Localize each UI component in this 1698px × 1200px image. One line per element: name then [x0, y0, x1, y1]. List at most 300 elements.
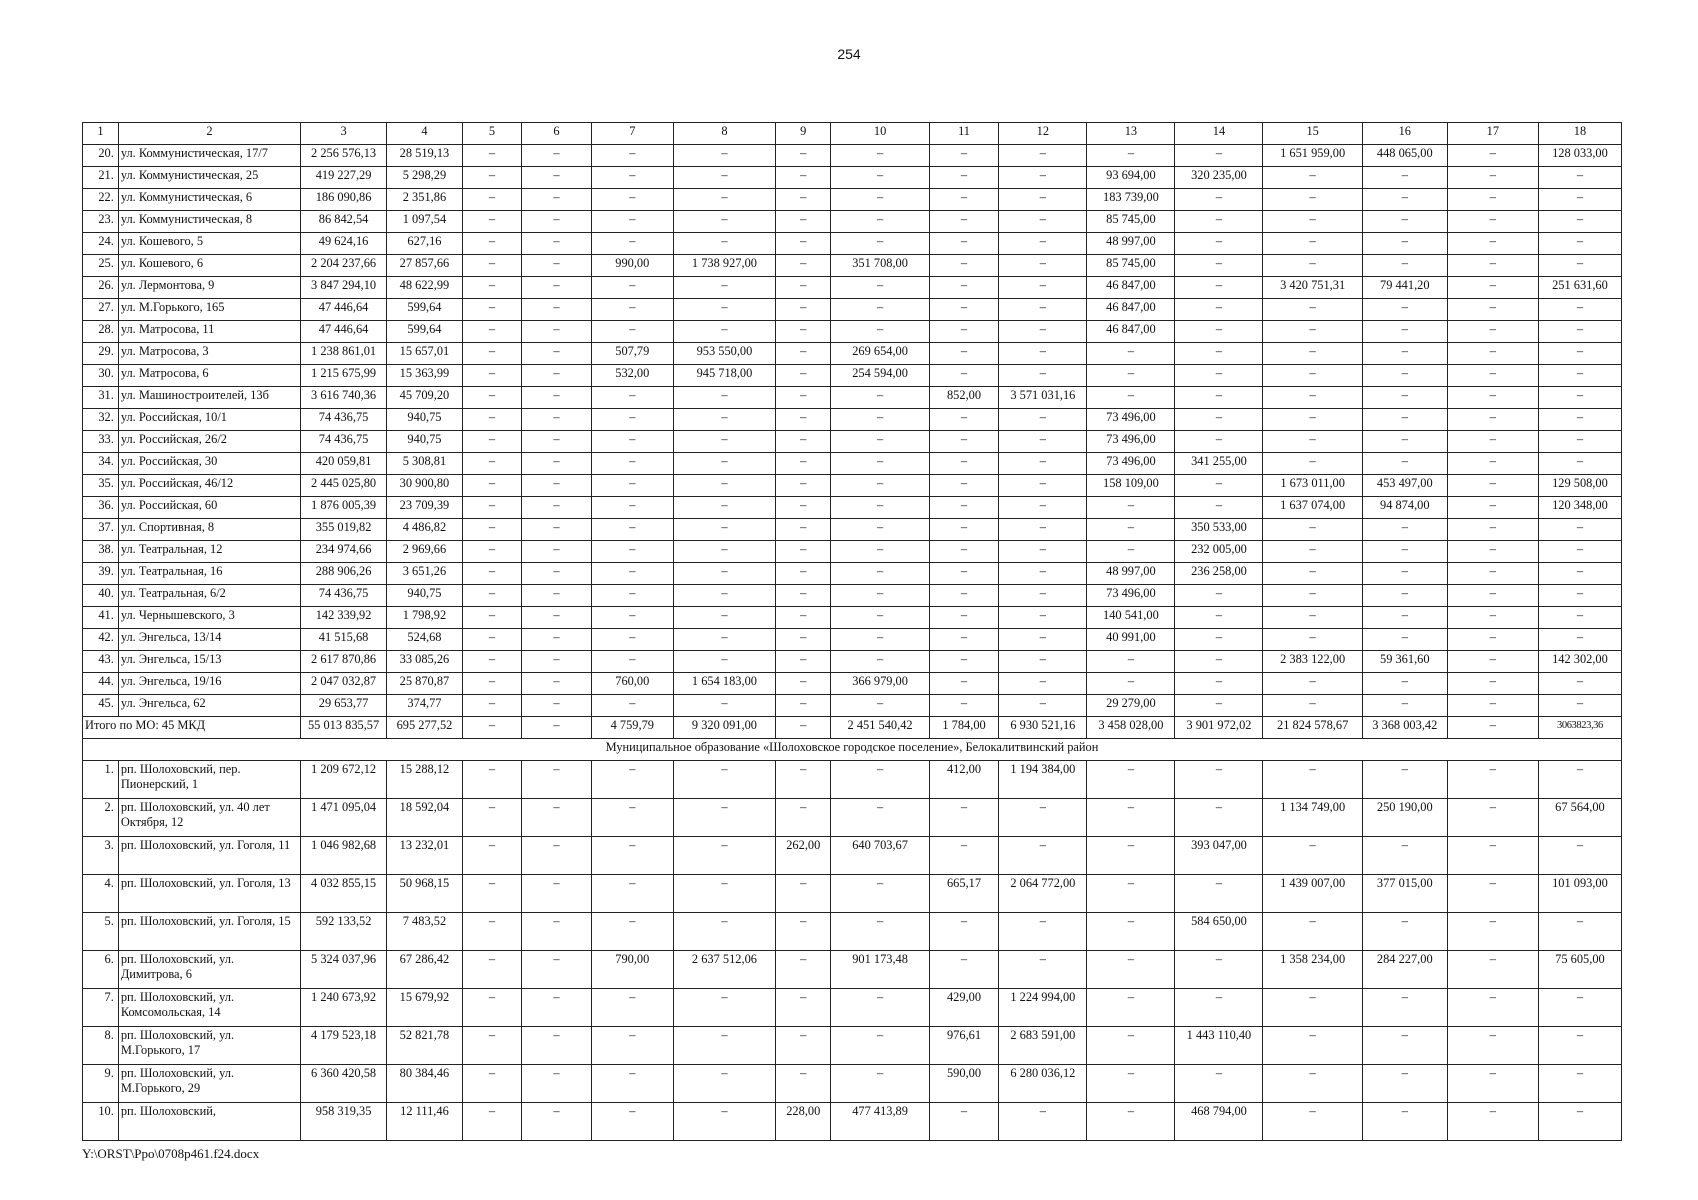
table-cell: 45 709,20	[387, 387, 463, 409]
table-cell: 23 709,39	[387, 497, 463, 519]
table-cell: –	[522, 799, 592, 837]
table-cell: –	[522, 211, 592, 233]
header-cell: 2	[118, 123, 300, 145]
table-cell: 1 046 982,68	[301, 837, 387, 875]
table-cell: –	[1175, 761, 1263, 799]
table-cell: 940,75	[387, 585, 463, 607]
table-cell: –	[1087, 651, 1175, 673]
table-cell: 27 857,66	[387, 255, 463, 277]
table-cell: –	[1447, 145, 1538, 167]
table-cell: –	[1538, 695, 1621, 717]
table-cell: –	[1087, 875, 1175, 913]
header-cell: 16	[1362, 123, 1447, 145]
table-cell: –	[1263, 321, 1362, 343]
table-cell: –	[1263, 365, 1362, 387]
table-cell: –	[522, 695, 592, 717]
table-cell: –	[1538, 409, 1621, 431]
table-cell: 1 443 110,40	[1175, 1027, 1263, 1065]
table-cell: 1 215 675,99	[301, 365, 387, 387]
table-cell: –	[591, 211, 673, 233]
table-cell: –	[831, 475, 929, 497]
table-cell: –	[1263, 607, 1362, 629]
table-cell: –	[1538, 365, 1621, 387]
address-cell: ул. Коммунистическая, 17/7	[118, 145, 300, 167]
table-cell: –	[673, 409, 775, 431]
table-cell: –	[673, 695, 775, 717]
table-cell: –	[1087, 365, 1175, 387]
table-cell: –	[831, 695, 929, 717]
table-cell: –	[776, 233, 831, 255]
table-cell: –	[776, 541, 831, 563]
table-cell: –	[1263, 695, 1362, 717]
table-cell: –	[1362, 299, 1447, 321]
table-cell: –	[1175, 211, 1263, 233]
address-cell: ул. Матросова, 11	[118, 321, 300, 343]
table-row	[83, 475, 1622, 497]
table-cell: 74 436,75	[301, 585, 387, 607]
table-cell: –	[831, 541, 929, 563]
table-cell: –	[999, 255, 1087, 277]
table-cell: 1 209 672,12	[301, 761, 387, 799]
table-cell: –	[1538, 343, 1621, 365]
header-cell: 11	[929, 123, 999, 145]
table-cell: –	[591, 651, 673, 673]
table-cell: –	[462, 475, 521, 497]
table-cell: –	[929, 299, 999, 321]
table-cell: 15 657,01	[387, 343, 463, 365]
header-cell: 7	[591, 123, 673, 145]
table-cell: 790,00	[591, 951, 673, 989]
table-cell: –	[1538, 321, 1621, 343]
table-cell: –	[999, 497, 1087, 519]
table-cell: –	[1447, 189, 1538, 211]
address-cell: ул. Лермонтова, 9	[118, 277, 300, 299]
table-cell: –	[522, 913, 592, 951]
table-cell: 142 339,92	[301, 607, 387, 629]
table-cell: –	[673, 913, 775, 951]
table-cell: 93 694,00	[1087, 167, 1175, 189]
table-cell: –	[1362, 387, 1447, 409]
table-cell: –	[591, 497, 673, 519]
table-cell: 42.	[83, 629, 119, 651]
table-cell: –	[929, 189, 999, 211]
table-cell: 120 348,00	[1538, 497, 1621, 519]
table-cell: –	[831, 629, 929, 651]
table-cell: –	[1538, 673, 1621, 695]
table-cell: 1 876 005,39	[301, 497, 387, 519]
table-cell: –	[831, 387, 929, 409]
table-cell: –	[776, 255, 831, 277]
table-row	[83, 837, 1622, 875]
table-cell: 9.	[83, 1065, 119, 1103]
table-row	[83, 387, 1622, 409]
table-cell: 236 258,00	[1175, 563, 1263, 585]
address-cell: рп. Шолоховский, ул. М.Горького, 29	[118, 1065, 300, 1103]
table-cell: –	[462, 629, 521, 651]
table-cell: –	[776, 277, 831, 299]
table-cell: –	[522, 277, 592, 299]
table-cell: –	[673, 629, 775, 651]
table-cell: –	[1087, 799, 1175, 837]
table-row	[83, 695, 1622, 717]
table-cell: –	[591, 387, 673, 409]
table-cell: –	[999, 629, 1087, 651]
table-cell: –	[776, 365, 831, 387]
table-cell: –	[462, 387, 521, 409]
table-cell: –	[522, 541, 592, 563]
table-cell: –	[522, 1027, 592, 1065]
table-cell: –	[1175, 607, 1263, 629]
table-cell: –	[522, 475, 592, 497]
table-cell: –	[462, 211, 521, 233]
table-cell: –	[831, 497, 929, 519]
table-cell: –	[1447, 519, 1538, 541]
table-cell: –	[462, 299, 521, 321]
section-row	[83, 739, 1622, 761]
table-cell: –	[591, 299, 673, 321]
table-cell: –	[929, 431, 999, 453]
table-cell: –	[591, 1065, 673, 1103]
table-cell: –	[673, 1103, 775, 1141]
table-cell: 1 194 384,00	[999, 761, 1087, 799]
table-cell: 355 019,82	[301, 519, 387, 541]
table-cell: –	[999, 431, 1087, 453]
table-cell: –	[522, 585, 592, 607]
table-cell: –	[1263, 189, 1362, 211]
table-cell: –	[831, 145, 929, 167]
table-cell: –	[673, 875, 775, 913]
total-cell: –	[776, 717, 831, 739]
table-cell: 43.	[83, 651, 119, 673]
table-cell: 2 383 122,00	[1263, 651, 1362, 673]
table-cell: 18 592,04	[387, 799, 463, 837]
table-cell: –	[462, 651, 521, 673]
table-row	[83, 761, 1622, 799]
table-row	[83, 167, 1622, 189]
table-cell: 140 541,00	[1087, 607, 1175, 629]
table-cell: –	[929, 343, 999, 365]
table-cell: –	[673, 387, 775, 409]
table-cell: –	[1175, 951, 1263, 989]
table-cell: 6.	[83, 951, 119, 989]
table-cell: –	[1447, 211, 1538, 233]
total-cell: 6 930 521,16	[999, 717, 1087, 739]
table-cell: –	[673, 233, 775, 255]
table-cell: –	[462, 255, 521, 277]
table-cell: –	[776, 321, 831, 343]
table-cell: –	[929, 233, 999, 255]
table-cell: –	[1263, 761, 1362, 799]
table-cell: –	[929, 497, 999, 519]
table-cell: –	[673, 453, 775, 475]
table-cell: –	[776, 145, 831, 167]
table-cell: –	[1263, 989, 1362, 1027]
table-row	[83, 541, 1622, 563]
table-cell: 4 179 523,18	[301, 1027, 387, 1065]
table-cell: –	[462, 277, 521, 299]
table-cell: –	[1263, 431, 1362, 453]
table-cell: –	[462, 541, 521, 563]
table-cell: 584 650,00	[1175, 913, 1263, 951]
table-cell: –	[1263, 1103, 1362, 1141]
table-cell: –	[673, 145, 775, 167]
table-cell: 75 605,00	[1538, 951, 1621, 989]
total-cell: 3 901 972,02	[1175, 717, 1263, 739]
table-row	[83, 563, 1622, 585]
table-cell: –	[1447, 585, 1538, 607]
table-cell: 8.	[83, 1027, 119, 1065]
table-cell: –	[1447, 321, 1538, 343]
table-cell: –	[462, 837, 521, 875]
table-cell: 1 240 673,92	[301, 989, 387, 1027]
table-cell: 94 874,00	[1362, 497, 1447, 519]
table-cell: 958 319,35	[301, 1103, 387, 1141]
table-cell: –	[1263, 387, 1362, 409]
table-cell: –	[1175, 673, 1263, 695]
table-cell: –	[776, 585, 831, 607]
total-cell: 3 368 003,42	[1362, 717, 1447, 739]
table-cell: 1 654 183,00	[673, 673, 775, 695]
table-cell: 24.	[83, 233, 119, 255]
table-cell: –	[831, 211, 929, 233]
table-cell: –	[673, 837, 775, 875]
total-cell: 1 784,00	[929, 717, 999, 739]
table-cell: –	[1538, 519, 1621, 541]
table-cell: –	[462, 673, 521, 695]
address-cell: рп. Шолоховский, пер. Пионерский, 1	[118, 761, 300, 799]
table-cell: –	[522, 343, 592, 365]
table-cell: –	[1175, 629, 1263, 651]
table-cell: 448 065,00	[1362, 145, 1447, 167]
table-cell: –	[673, 475, 775, 497]
table-cell: –	[462, 799, 521, 837]
table-cell: 73 496,00	[1087, 409, 1175, 431]
table-cell: –	[929, 167, 999, 189]
table-cell: 21.	[83, 167, 119, 189]
table-cell: –	[1447, 673, 1538, 695]
table-cell: –	[1447, 761, 1538, 799]
table-cell: –	[831, 799, 929, 837]
header-cell: 18	[1538, 123, 1621, 145]
table-cell: –	[1447, 167, 1538, 189]
table-cell: –	[1447, 343, 1538, 365]
table-cell: –	[1362, 913, 1447, 951]
table-cell: 640 703,67	[831, 837, 929, 875]
table-cell: –	[522, 651, 592, 673]
table-cell: 73 496,00	[1087, 453, 1175, 475]
table-row	[83, 1065, 1622, 1103]
table-cell: –	[1447, 233, 1538, 255]
table-cell: 2 204 237,66	[301, 255, 387, 277]
table-cell: –	[1447, 387, 1538, 409]
table-cell: 46 847,00	[1087, 277, 1175, 299]
header-cell: 9	[776, 123, 831, 145]
table-cell: –	[522, 1103, 592, 1141]
address-cell: ул. Коммунистическая, 6	[118, 189, 300, 211]
table-cell: 377 015,00	[1362, 875, 1447, 913]
table-cell: –	[776, 211, 831, 233]
table-cell: –	[776, 563, 831, 585]
table-cell: –	[1447, 365, 1538, 387]
table-cell: –	[462, 431, 521, 453]
table-cell: –	[673, 321, 775, 343]
table-cell: –	[1087, 951, 1175, 989]
table-cell: –	[1362, 409, 1447, 431]
table-cell: –	[776, 629, 831, 651]
table-cell: –	[462, 913, 521, 951]
address-cell: ул. Коммунистическая, 8	[118, 211, 300, 233]
table-cell: –	[522, 837, 592, 875]
header-cell: 10	[831, 123, 929, 145]
table-cell: 599,64	[387, 321, 463, 343]
table-cell: –	[1447, 299, 1538, 321]
table-cell: –	[929, 607, 999, 629]
table-cell: –	[1362, 695, 1447, 717]
table-cell: –	[462, 321, 521, 343]
table-cell: 37.	[83, 519, 119, 541]
table-cell: –	[1538, 989, 1621, 1027]
table-cell: 73 496,00	[1087, 585, 1175, 607]
table-cell: 1 097,54	[387, 211, 463, 233]
table-cell: –	[1362, 629, 1447, 651]
table-cell: 31.	[83, 387, 119, 409]
table-cell: 3 616 740,36	[301, 387, 387, 409]
total-cell: 21 824 578,67	[1263, 717, 1362, 739]
table-cell: –	[1263, 673, 1362, 695]
table-cell: 254 594,00	[831, 365, 929, 387]
table-cell: –	[999, 145, 1087, 167]
table-cell: –	[999, 189, 1087, 211]
table-cell: 3 651,26	[387, 563, 463, 585]
table-cell: –	[776, 913, 831, 951]
table-cell: –	[1263, 629, 1362, 651]
table-cell: –	[522, 409, 592, 431]
header-cell: 12	[999, 123, 1087, 145]
table-row	[83, 211, 1622, 233]
table-cell: –	[831, 563, 929, 585]
table-row	[83, 1103, 1622, 1141]
footer-file-path: Y:\ORST\Ppo\0708p461.f24.docx	[82, 1146, 260, 1161]
table-cell: –	[1087, 1103, 1175, 1141]
table-cell: –	[591, 321, 673, 343]
table-cell: 101 093,00	[1538, 875, 1621, 913]
table-cell: 10.	[83, 1103, 119, 1141]
table-cell: –	[999, 799, 1087, 837]
table-cell: –	[1362, 519, 1447, 541]
table-cell: –	[462, 607, 521, 629]
table-cell: 73 496,00	[1087, 431, 1175, 453]
table-cell: –	[1175, 387, 1263, 409]
table-cell: 25.	[83, 255, 119, 277]
table-cell: –	[1175, 343, 1263, 365]
table-cell: –	[462, 145, 521, 167]
table-row	[83, 321, 1622, 343]
table-cell: –	[673, 761, 775, 799]
table-cell: –	[929, 277, 999, 299]
table-cell: 41.	[83, 607, 119, 629]
table-cell: –	[673, 299, 775, 321]
table-cell: –	[999, 519, 1087, 541]
table-cell: 1.	[83, 761, 119, 799]
table-cell: 590,00	[929, 1065, 999, 1103]
table-cell: –	[522, 365, 592, 387]
table-cell: 940,75	[387, 409, 463, 431]
table-cell: –	[1538, 1103, 1621, 1141]
table-cell: –	[1362, 321, 1447, 343]
table-cell: –	[1263, 299, 1362, 321]
table-cell: –	[831, 233, 929, 255]
page-number: 254	[837, 46, 861, 62]
table-cell: –	[1447, 541, 1538, 563]
table-cell: –	[929, 519, 999, 541]
table-cell: 74 436,75	[301, 431, 387, 453]
table-cell: –	[776, 651, 831, 673]
table-cell: –	[999, 321, 1087, 343]
table-cell: –	[929, 563, 999, 585]
table-cell: –	[776, 951, 831, 989]
table-cell: 393 047,00	[1175, 837, 1263, 875]
table-cell: 46 847,00	[1087, 299, 1175, 321]
table-cell: –	[591, 761, 673, 799]
table-cell: –	[1447, 255, 1538, 277]
table-cell: –	[1087, 387, 1175, 409]
table-cell: –	[776, 1065, 831, 1103]
table-cell: 468 794,00	[1175, 1103, 1263, 1141]
table-cell: –	[1175, 189, 1263, 211]
table-cell: 48 622,99	[387, 277, 463, 299]
table-cell: –	[1447, 629, 1538, 651]
address-cell: ул. Энгельса, 19/16	[118, 673, 300, 695]
table-cell: –	[591, 277, 673, 299]
address-cell: рп. Шолоховский, ул. Гоголя, 15	[118, 913, 300, 951]
table-row	[83, 607, 1622, 629]
table-cell: –	[591, 431, 673, 453]
table-cell: 852,00	[929, 387, 999, 409]
table-cell: –	[776, 673, 831, 695]
table-cell: –	[522, 189, 592, 211]
address-cell: ул. Матросова, 3	[118, 343, 300, 365]
table-cell: –	[462, 1103, 521, 1141]
table-cell: 351 708,00	[831, 255, 929, 277]
table-cell: –	[591, 519, 673, 541]
table-cell: –	[522, 453, 592, 475]
table-cell: 4.	[83, 875, 119, 913]
table-cell: –	[776, 453, 831, 475]
table-cell: –	[522, 497, 592, 519]
table-cell: –	[999, 607, 1087, 629]
table-cell: 320 235,00	[1175, 167, 1263, 189]
table-cell: –	[831, 651, 929, 673]
table-row	[83, 1027, 1622, 1065]
table-cell: –	[673, 211, 775, 233]
table-cell: 29 653,77	[301, 695, 387, 717]
table-cell: 945 718,00	[673, 365, 775, 387]
table-cell: –	[1362, 673, 1447, 695]
table-cell: 52 821,78	[387, 1027, 463, 1065]
table-cell: –	[591, 563, 673, 585]
table-cell: –	[1362, 453, 1447, 475]
table-cell: 2 617 870,86	[301, 651, 387, 673]
table-row	[83, 799, 1622, 837]
table-cell: –	[831, 519, 929, 541]
table-cell: 44.	[83, 673, 119, 695]
table-cell: –	[1447, 875, 1538, 913]
total-cell: 3063823,36	[1538, 717, 1621, 739]
table-cell: –	[999, 299, 1087, 321]
table-cell: –	[929, 673, 999, 695]
table-cell: 234 974,66	[301, 541, 387, 563]
table-cell: 2 351,86	[387, 189, 463, 211]
